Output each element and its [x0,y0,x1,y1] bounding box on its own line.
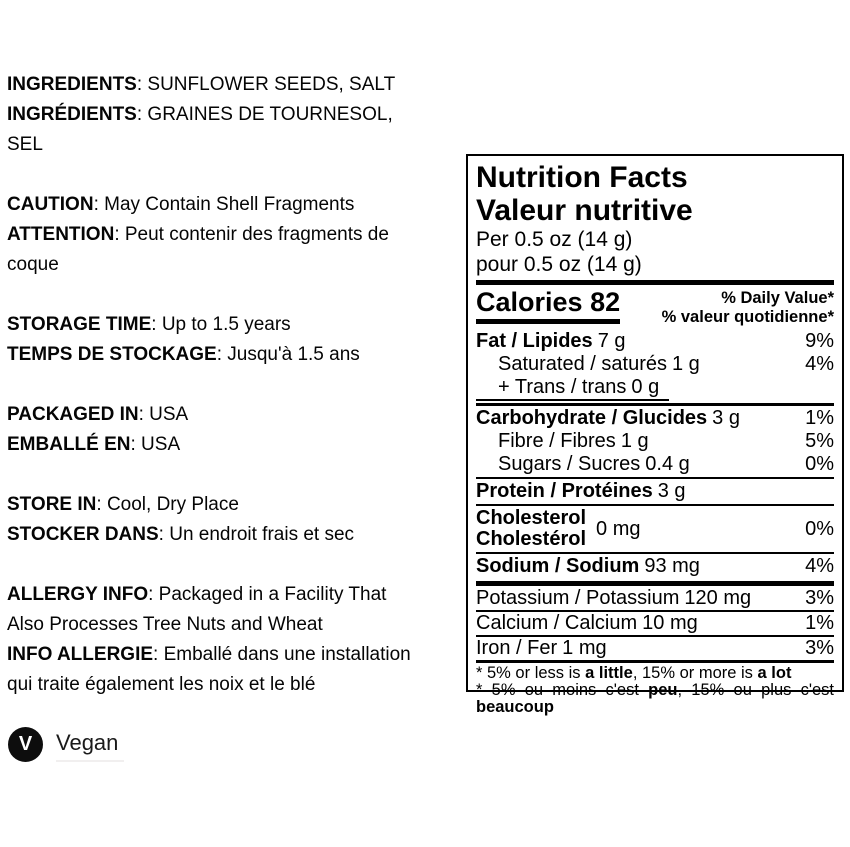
info-text: Also Processes Tree Nuts and Wheat [7,614,323,635]
nutrient-row-potassium [476,588,834,609]
info-line [7,640,463,670]
nutrient-name: Sodium / Sodium [476,555,640,577]
footnote-bold: peu [648,681,678,699]
info-line [7,670,463,700]
info-text: coque [7,254,59,275]
nutrient-name-fr: Cholestérol [476,528,587,550]
daily-value-header-en: % Daily Value* [721,289,834,307]
info-line [7,190,463,220]
info-text: : Packaged in a Facility That [148,584,387,605]
packaged-in-section [7,400,463,460]
nutrient-dv: 0% [805,453,834,475]
info-label: ATTENTION [7,224,115,245]
footnote-bold: beaucoup [476,698,554,716]
info-text: : Un endroit frais et sec [158,524,355,545]
cholesterol-names [476,508,586,550]
info-label: EMBALLÉ EN [7,434,131,455]
info-text: : May Contain Shell Fragments [93,194,355,215]
calories-value-row [476,287,620,324]
nutrient-row-saturated [476,353,834,376]
medium-rule [476,403,834,406]
thick-rule [476,581,834,586]
nutrient-amount: 0.4 g [645,453,690,475]
info-text: : Jusqu'à 1.5 ans [216,344,360,365]
nutrient-name-en: Cholesterol [476,507,587,529]
calories-value: 82 [590,287,621,317]
info-label: CAUTION [7,194,94,215]
info-text: : Cool, Dry Place [96,494,239,515]
medium-rule [476,660,834,663]
info-line [7,340,463,370]
nutrient-name: Potassium / Potassium [476,587,680,609]
info-label: INFO ALLERGIE [7,644,154,665]
nutrient-row-carbohydrate [476,407,834,430]
info-text: : Peut contenir des fragments de [114,224,389,245]
info-label: STORAGE TIME [7,314,152,335]
info-line [7,400,463,430]
nutrient-amount: 1 g [620,430,649,452]
nutrient-name: Sugars / Sucres [498,453,641,475]
info-line [7,220,463,250]
nutrient-dv: 9% [805,330,834,352]
nutrient-amount: 10 mg [642,612,698,634]
info-label: TEMPS DE STOCKAGE [7,344,217,365]
nutrient-row-cholesterol [476,507,834,551]
nutrient-name: Protein / Protéines [476,480,653,502]
info-line [7,520,463,550]
nutrition-facts-panel [466,154,844,716]
info-text: qui traite également les noix et le blé [7,674,316,695]
nft-serving-en: Per 0.5 oz (14 g) [476,228,633,251]
nft-serving-fr: pour 0.5 oz (14 g) [476,253,642,276]
nutrient-row-sugars [476,453,834,476]
nutrient-amount: 1 g [671,353,700,375]
caution-section [7,190,463,280]
nutrient-row-fat [476,330,834,353]
info-line [7,250,463,280]
nutrient-name: + Trans / trans [498,376,627,398]
nutrient-amount: 0 mg [596,517,641,540]
nutrient-name: Saturated / saturés [498,353,667,375]
info-text: SEL [7,134,43,155]
nutrient-dv: 1% [805,407,834,429]
nutrient-amount: 3 g [712,407,740,429]
nutrient-row-iron [476,638,834,659]
footnote-bold: a lot [757,664,792,682]
info-text: : GRAINES DE TOURNESOL, [136,104,393,125]
info-text: : SUNFLOWER SEEDS, SALT [136,74,396,95]
nutrient-name: Fat / Lipides [476,330,593,352]
info-line [7,430,463,460]
thin-rule [476,552,834,554]
thick-rule [476,280,834,285]
nutrient-dv: 4% [805,353,834,375]
nutrient-amount: 120 mg [684,587,752,609]
vegan-badge [8,727,124,762]
nutrient-dv: 3% [805,587,834,609]
nutrient-name: Carbohydrate / Glucides [476,407,708,429]
vegan-icon-letter: V [18,732,33,755]
info-line [7,310,463,340]
nutrient-amount: 7 g [597,330,626,352]
info-label: STORE IN [7,494,97,515]
info-label: INGREDIENTS [7,74,137,95]
info-text: : Up to 1.5 years [151,314,291,335]
info-text: : USA [130,434,181,455]
nutrient-row-fibre [476,430,834,453]
info-label: ALLERGY INFO [7,584,149,605]
calories-label: Calories [476,287,583,317]
nutrient-amount: 0 g [631,376,660,398]
nutrient-dv: 4% [805,555,834,577]
nft-title-fr: Valeur nutritive [476,194,693,227]
info-label: STOCKER DANS [7,524,159,545]
footnote-fr [476,682,834,716]
vegan-icon [8,727,43,762]
partial-rule [476,399,669,401]
nutrient-row-trans [476,376,834,399]
footnote-text: , 15% ou plus c'est [677,681,834,699]
ingredients-section [7,70,463,160]
nutrient-dv: 3% [805,637,834,659]
footnote-text: * 5% ou moins c'est [476,681,649,699]
nft-title-en: Nutrition Facts [476,161,688,194]
calories-block [476,287,834,327]
thin-rule [476,504,834,506]
daily-value-header [662,287,834,327]
nutrient-dv: 1% [805,612,834,634]
nutrient-amount: 93 mg [644,555,700,577]
info-line [7,580,463,610]
nutrient-name: Calcium / Calcium [476,612,638,634]
store-in-section [7,490,463,550]
info-line [7,610,463,640]
footnote-text: , 15% or more is [632,664,758,682]
info-line [7,490,463,520]
nutrient-amount: 1 mg [562,637,607,659]
nutrient-row-protein [476,480,834,503]
footnote-text: * 5% or less is [476,664,586,682]
daily-value-header-fr: % valeur quotidienne* [661,308,834,326]
nutrient-row-sodium [476,555,834,578]
storage-time-section [7,310,463,370]
info-text: : Emballé dans une installation [153,644,411,665]
info-label: INGRÉDIENTS [7,104,137,125]
nutrient-dv: 0% [805,517,834,540]
vegan-label: Vegan [56,728,124,762]
nutrient-dv: 5% [805,430,834,452]
info-text: : USA [138,404,189,425]
footnote-en [476,665,834,682]
nutrient-name: Iron / Fer [476,637,558,659]
product-info-column [7,70,463,730]
footnote-bold: a little [585,664,633,682]
info-label: PACKAGED IN [7,404,139,425]
info-line [7,130,463,160]
nutrient-amount: 3 g [657,480,686,502]
thin-rule [476,477,834,479]
info-line [7,70,463,100]
nutrient-name: Fibre / Fibres [498,430,616,452]
info-line [7,100,463,130]
nutrient-row-calcium [476,613,834,634]
allergy-info-section [7,580,463,700]
